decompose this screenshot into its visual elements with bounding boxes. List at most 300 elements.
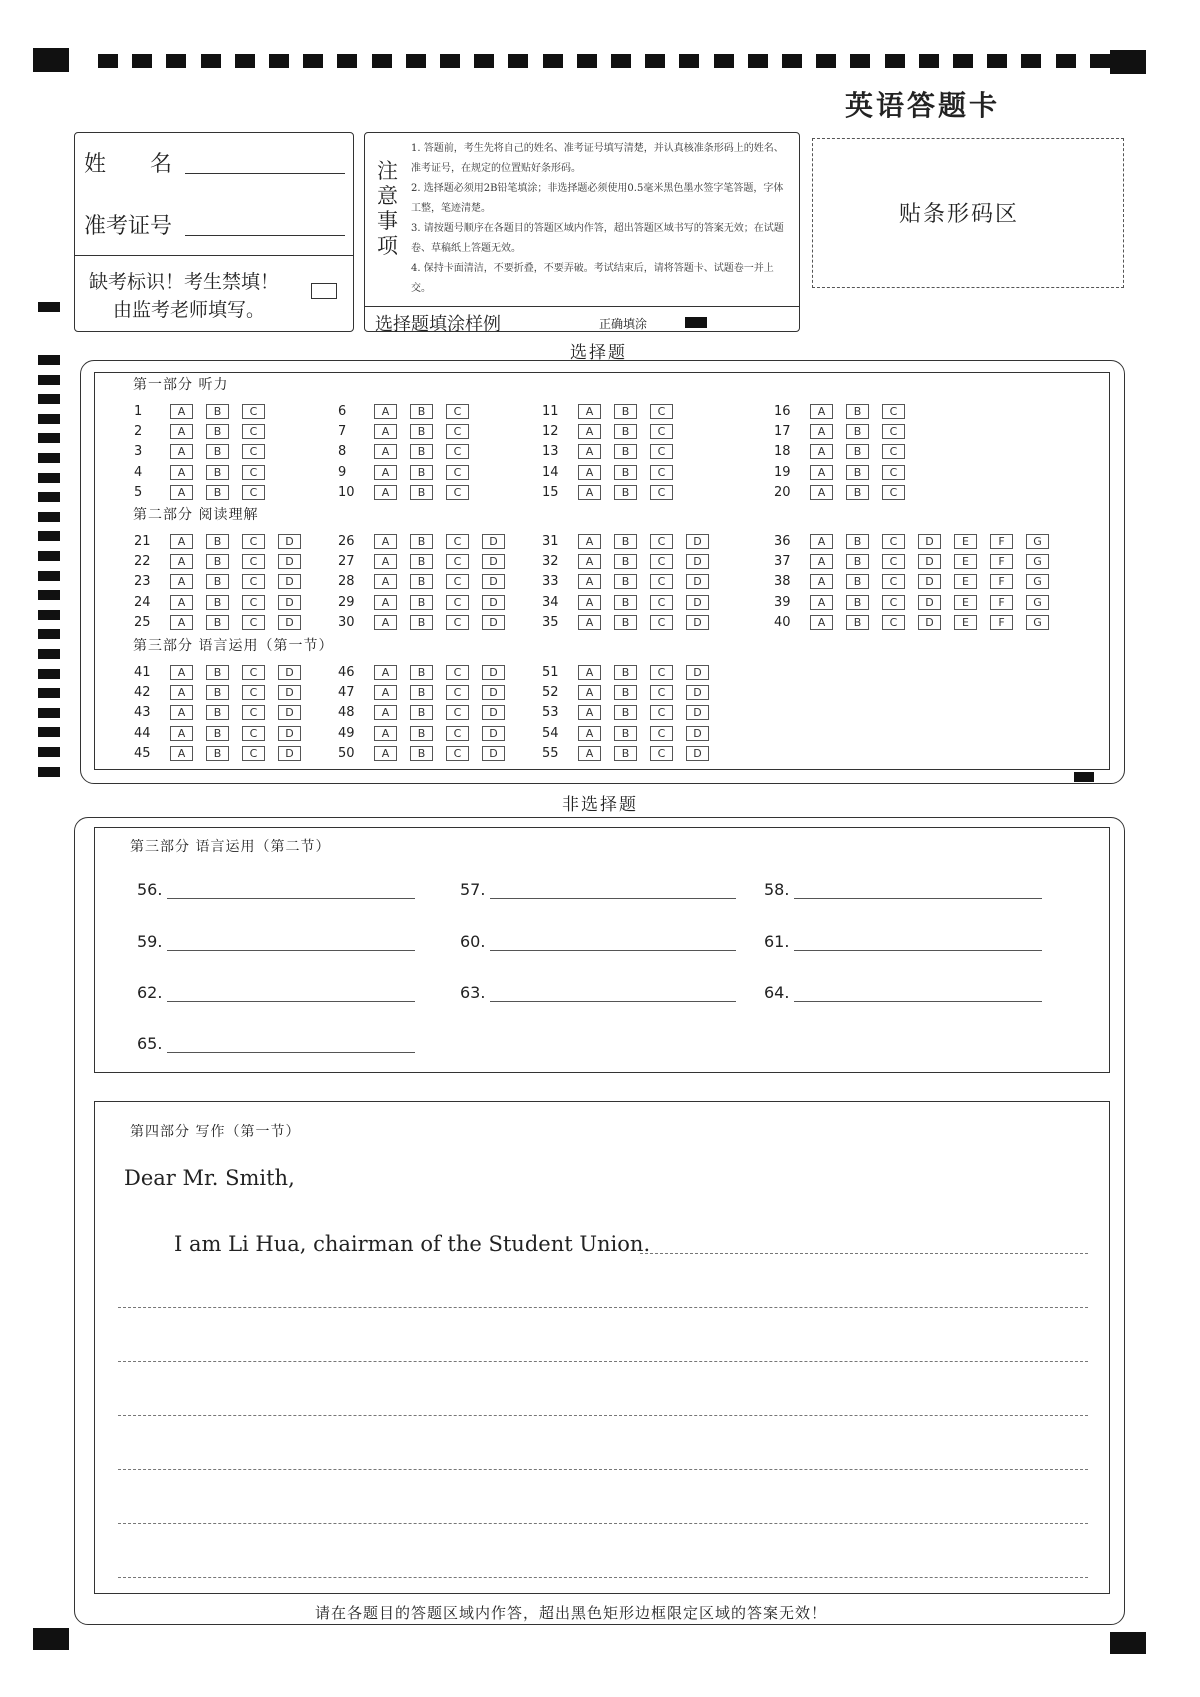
answer-bubble[interactable]: B [614,485,637,500]
question-row [134,531,314,551]
answer-bubble[interactable]: A [578,615,601,630]
answer-bubble[interactable]: C [882,554,905,569]
answer-bubble[interactable]: B [614,404,637,419]
answer-bubble[interactable]: C [882,534,905,549]
answer-bubble[interactable]: D [278,554,301,569]
answer-bubble[interactable]: D [482,574,505,589]
footer-warning: 请在各题目的答题区域内作答，超出黑色矩形边框限定区域的答案无效！ [315,1604,828,1622]
answer-bubble[interactable]: C [242,685,265,700]
part1-title: 第一部分 听力 [133,377,229,393]
answer-bubble[interactable]: A [578,534,601,549]
timing-mark [38,669,60,679]
answer-bubble[interactable]: A [374,444,397,459]
answer-bubble[interactable]: A [170,574,193,589]
blank-65[interactable]: 65. [137,1032,415,1056]
question-number: 10 [338,484,355,500]
answer-bubble[interactable]: B [206,705,229,720]
answer-bubble[interactable]: E [954,595,977,610]
question-number: 12 [542,424,559,440]
answer-bubble[interactable]: C [446,726,469,741]
answer-bubble[interactable]: B [614,595,637,610]
answer-bubble[interactable]: A [374,615,397,630]
question-row [774,592,1062,612]
answer-bubble[interactable]: B [410,726,433,741]
answer-bubble[interactable]: B [410,485,433,500]
answer-bubble[interactable]: E [954,554,977,569]
notice-item: 3. 请按题号顺序在各题目的答题区域内作答，超出答题区域书写的答案无效；在试题卷、草稿纸上答题无效。 [411,223,784,254]
question-row [134,743,314,763]
answer-bubble[interactable]: B [206,595,229,610]
answer-bubble[interactable]: E [954,574,977,589]
answer-bubble[interactable]: D [686,726,709,741]
answer-bubble[interactable]: C [446,685,469,700]
answer-bubble[interactable]: C [650,404,673,419]
answer-bubble[interactable]: C [446,424,469,439]
answer-bubble[interactable]: A [810,485,833,500]
blank-64[interactable]: 64. [764,981,1042,1005]
answer-bubble[interactable]: A [170,615,193,630]
answer-bubble[interactable]: C [650,444,673,459]
answer-bubble[interactable]: A [170,705,193,720]
answer-bubble[interactable]: A [170,554,193,569]
answer-bubble[interactable]: B [614,465,637,480]
answer-bubble[interactable]: C [882,574,905,589]
answer-bubble[interactable]: G [1026,574,1049,589]
absence-text-line2: 由监考老师填写。 [113,299,266,321]
answer-bubble[interactable]: A [810,444,833,459]
answer-bubble[interactable]: C [242,465,265,480]
answer-bubble[interactable]: A [578,424,601,439]
answer-bubble[interactable]: A [374,574,397,589]
writing-line[interactable] [118,1307,1088,1308]
answer-bubble[interactable]: D [918,595,941,610]
notice-item: 4. 保持卡面清洁，不要折叠，不要弄破。考试结束后，请将答题卡、试题卷一并上交。 [411,263,774,294]
answer-bubble[interactable]: C [242,615,265,630]
answer-bubble[interactable]: D [686,746,709,761]
question-row [542,723,722,743]
answer-bubble[interactable]: A [374,554,397,569]
timing-mark [38,492,60,502]
answer-bubble[interactable]: C [882,615,905,630]
answer-bubble[interactable]: E [954,534,977,549]
answer-bubble[interactable]: D [482,726,505,741]
answer-bubble[interactable]: A [170,424,193,439]
answer-bubble[interactable]: C [650,554,673,569]
answer-bubble[interactable]: B [206,404,229,419]
question-number: 1 [134,404,143,419]
timing-mark [38,512,60,522]
answer-bubble[interactable]: C [242,444,265,459]
answer-bubble[interactable]: G [1026,554,1049,569]
answer-bubble[interactable]: B [206,665,229,680]
answer-bubble[interactable]: B [614,685,637,700]
answer-bubble[interactable]: G [1026,615,1049,630]
answer-bubble[interactable]: F [990,534,1013,549]
answer-bubble[interactable]: B [846,595,869,610]
answer-bubble[interactable]: D [278,595,301,610]
answer-bubble[interactable]: B [614,726,637,741]
answer-bubble[interactable]: A [578,705,601,720]
answer-bubble[interactable]: C [882,404,905,419]
question-row [542,612,722,632]
answer-bubble[interactable]: C [650,465,673,480]
answer-bubble[interactable]: A [170,746,193,761]
answer-bubble[interactable]: A [578,595,601,610]
question-number: 55 [542,745,559,761]
answer-bubble[interactable]: D [918,534,941,549]
answer-bubble[interactable]: A [374,746,397,761]
answer-bubble[interactable]: A [578,465,601,480]
exam-id-field[interactable] [185,235,345,236]
answer-bubble[interactable]: D [918,554,941,569]
answer-bubble[interactable]: D [278,615,301,630]
answer-bubble[interactable]: C [650,615,673,630]
answer-bubble[interactable]: C [242,726,265,741]
answer-bubble[interactable]: A [810,595,833,610]
answer-bubble[interactable]: A [374,424,397,439]
answer-bubble[interactable]: C [446,465,469,480]
answer-bubble[interactable]: C [882,465,905,480]
answer-bubble[interactable]: D [278,746,301,761]
writing-line[interactable] [118,1523,1088,1524]
answer-bubble[interactable]: C [446,554,469,569]
writing-line[interactable] [118,1577,1088,1578]
answer-bubble[interactable]: B [410,534,433,549]
answer-bubble[interactable]: B [410,404,433,419]
answer-bubble[interactable]: A [578,665,601,680]
answer-bubble[interactable]: D [482,705,505,720]
blank-63[interactable]: 63. [460,981,736,1005]
blank-60[interactable]: 60. [460,930,736,954]
answer-bubble[interactable]: C [446,574,469,589]
question-number: 34 [542,594,559,610]
answer-bubble[interactable]: E [954,615,977,630]
answer-bubble[interactable]: C [242,534,265,549]
answer-bubble[interactable]: G [1026,595,1049,610]
answer-bubble[interactable]: A [578,726,601,741]
answer-bubble[interactable]: C [242,574,265,589]
answer-bubble[interactable]: D [278,574,301,589]
answer-bubble[interactable]: F [990,595,1013,610]
answer-bubble[interactable]: C [650,746,673,761]
answer-bubble[interactable]: B [614,424,637,439]
answer-bubble[interactable]: A [578,444,601,459]
question-number: 15 [542,484,559,500]
question-row [542,462,686,482]
answer-bubble[interactable]: C [242,665,265,680]
answer-bubble[interactable]: A [578,404,601,419]
answer-bubble[interactable]: C [446,595,469,610]
barcode-area [812,138,1124,288]
answer-bubble[interactable]: C [242,424,265,439]
question-row [542,592,722,612]
answer-bubble[interactable]: B [410,424,433,439]
answer-bubble[interactable]: B [410,746,433,761]
answer-bubble[interactable]: B [206,574,229,589]
answer-bubble[interactable]: D [482,665,505,680]
answer-bubble[interactable]: A [810,465,833,480]
answer-bubble[interactable]: C [882,595,905,610]
answer-bubble[interactable]: D [482,615,505,630]
answer-bubble[interactable]: F [990,574,1013,589]
corner-mark-bottom-right [1110,1632,1146,1654]
timing-mark [38,629,60,639]
notice-item: 1. 答题前，考生先将自己的姓名、准考证号填写清楚，并认真核准条形码上的姓名、准考证号，在规定的位置贴好条形码。 [411,143,784,174]
answer-bubble[interactable]: C [650,665,673,680]
answer-bubble[interactable]: B [614,554,637,569]
timing-mark [337,54,357,68]
answer-bubble[interactable]: D [686,705,709,720]
answer-bubble[interactable]: A [374,595,397,610]
writing-line[interactable] [118,1415,1088,1416]
answer-bubble[interactable]: C [242,554,265,569]
answer-bubble[interactable]: C [882,424,905,439]
answer-bubble[interactable]: B [206,726,229,741]
answer-bubble[interactable]: D [278,726,301,741]
writing-line[interactable] [640,1253,1088,1254]
question-row [542,421,686,441]
answer-bubble[interactable]: C [446,615,469,630]
answer-bubble[interactable]: A [578,485,601,500]
timing-mark [38,531,60,541]
answer-bubble[interactable]: B [846,485,869,500]
answer-bubble[interactable]: A [170,685,193,700]
answer-bubble[interactable]: B [410,705,433,720]
question-row [542,702,722,722]
question-number: 21 [134,534,151,549]
answer-bubble[interactable]: D [482,534,505,549]
answer-bubble[interactable]: D [686,574,709,589]
answer-bubble[interactable]: F [990,554,1013,569]
question-row [134,462,278,482]
answer-bubble[interactable]: B [206,534,229,549]
answer-bubble[interactable]: B [410,665,433,680]
answer-bubble[interactable]: C [882,444,905,459]
answer-bubble[interactable]: A [374,726,397,741]
answer-bubble[interactable]: D [482,554,505,569]
answer-bubble[interactable]: D [482,685,505,700]
timing-mark [1056,54,1076,68]
timing-mark [38,414,60,424]
answer-bubble[interactable]: D [278,705,301,720]
answer-bubble[interactable]: A [374,705,397,720]
answer-bubble[interactable]: C [446,665,469,680]
answer-bubble[interactable]: B [206,554,229,569]
timing-mark [38,590,60,600]
answer-bubble[interactable]: B [614,444,637,459]
answer-bubble[interactable]: A [374,685,397,700]
answer-bubble[interactable]: A [170,465,193,480]
question-row [774,551,1062,571]
writing-line[interactable] [118,1469,1088,1470]
choice-heading: 选择题 [570,343,627,363]
answer-bubble[interactable]: C [650,534,673,549]
answer-bubble[interactable]: A [374,465,397,480]
corner-mark-top-left [33,48,69,72]
answer-bubble[interactable]: A [578,746,601,761]
question-number: 14 [542,464,559,480]
absence-checkbox[interactable] [311,283,337,299]
answer-bubble[interactable]: C [650,424,673,439]
answer-bubble[interactable]: C [882,485,905,500]
answer-bubble[interactable]: C [242,705,265,720]
writing-line[interactable] [118,1361,1088,1362]
answer-bubble[interactable]: D [686,595,709,610]
answer-bubble[interactable]: A [810,424,833,439]
blank-57[interactable]: 57. [460,878,736,902]
answer-bubble[interactable]: C [446,746,469,761]
answer-bubble[interactable]: A [374,404,397,419]
timing-mark [714,54,734,68]
question-row [134,421,278,441]
answer-bubble[interactable]: D [686,615,709,630]
answer-bubble[interactable]: F [990,615,1013,630]
timing-mark [38,571,60,581]
answer-bubble[interactable]: C [242,746,265,761]
answer-bubble[interactable]: C [446,485,469,500]
answer-bubble[interactable]: B [410,685,433,700]
answer-bubble[interactable]: B [846,554,869,569]
question-row [542,401,686,421]
answer-bubble[interactable]: A [810,574,833,589]
answer-bubble[interactable]: D [482,746,505,761]
answer-bubble[interactable]: B [410,444,433,459]
answer-bubble[interactable]: C [446,705,469,720]
sample-label: 选择题填涂样例 [375,314,501,335]
answer-bubble[interactable]: B [846,615,869,630]
blank-62[interactable]: 62. [137,981,415,1005]
answer-bubble[interactable]: D [686,665,709,680]
answer-bubble[interactable]: B [846,534,869,549]
answer-bubble[interactable]: B [614,705,637,720]
blank-61[interactable]: 61. [764,930,1042,954]
question-row [338,592,518,612]
answer-bubble[interactable]: A [578,554,601,569]
question-number: 50 [338,745,355,761]
answer-bubble[interactable]: C [650,574,673,589]
answer-bubble[interactable]: C [446,534,469,549]
answer-bubble[interactable]: B [206,485,229,500]
answer-bubble[interactable]: A [170,726,193,741]
absence-text-line1: 缺考标识！考生禁填！ [89,271,280,293]
answer-bubble[interactable]: D [686,554,709,569]
question-row [774,571,1062,591]
answer-bubble[interactable]: D [482,595,505,610]
answer-bubble[interactable]: B [410,595,433,610]
answer-bubble[interactable]: C [446,444,469,459]
corner-mark-bottom-left [33,1628,69,1650]
question-number: 22 [134,554,151,570]
answer-bubble[interactable]: C [446,404,469,419]
answer-bubble[interactable]: C [650,726,673,741]
answer-bubble[interactable]: A [810,534,833,549]
question-number: 2 [134,424,143,440]
answer-bubble[interactable]: B [614,534,637,549]
answer-bubble[interactable]: B [614,665,637,680]
answer-bubble[interactable]: A [170,485,193,500]
timing-mark [38,610,60,620]
blank-58[interactable]: 58. [764,878,1042,902]
answer-bubble[interactable]: B [846,444,869,459]
timing-mark [38,551,60,561]
answer-bubble[interactable]: G [1026,534,1049,549]
question-row [774,462,918,482]
answer-bubble[interactable]: C [242,595,265,610]
question-number: 6 [338,404,347,419]
answer-bubble[interactable]: B [410,615,433,630]
answer-bubble[interactable]: A [810,615,833,630]
answer-bubble[interactable]: B [206,615,229,630]
answer-bubble[interactable]: B [846,404,869,419]
question-row [338,571,518,591]
answer-bubble[interactable]: A [374,485,397,500]
answer-bubble[interactable]: C [650,705,673,720]
timing-mark [38,394,60,404]
name-field[interactable] [185,173,345,174]
answer-bubble[interactable]: B [614,574,637,589]
timing-mark [38,375,60,385]
answer-bubble[interactable]: C [242,404,265,419]
answer-bubble[interactable]: A [170,404,193,419]
answer-bubble[interactable]: D [686,534,709,549]
answer-bubble[interactable]: A [170,595,193,610]
answer-bubble[interactable]: B [206,444,229,459]
answer-bubble[interactable]: C [650,685,673,700]
answer-bubble[interactable]: A [578,574,601,589]
answer-bubble[interactable]: B [206,465,229,480]
answer-bubble[interactable]: C [242,485,265,500]
nonchoice-heading: 非选择题 [562,795,638,815]
answer-bubble[interactable]: D [918,615,941,630]
answer-bubble[interactable]: A [810,404,833,419]
answer-bubble[interactable]: B [206,746,229,761]
answer-bubble[interactable]: B [206,685,229,700]
timing-mark [816,54,836,68]
answer-bubble[interactable]: B [846,574,869,589]
answer-bubble[interactable]: B [614,615,637,630]
answer-bubble[interactable]: D [278,534,301,549]
question-number: 35 [542,614,559,630]
answer-bubble[interactable]: C [650,595,673,610]
blank-59[interactable]: 59. [137,930,415,954]
answer-bubble[interactable]: B [846,465,869,480]
question-row [338,743,518,763]
question-number: 3 [134,444,143,460]
answer-bubble[interactable]: D [278,665,301,680]
answer-bubble[interactable]: D [278,685,301,700]
answer-bubble[interactable]: B [410,465,433,480]
question-number: 42 [134,685,151,701]
answer-bubble[interactable]: A [170,534,193,549]
answer-bubble[interactable]: B [614,746,637,761]
timing-mark [38,302,60,312]
answer-bubble[interactable]: D [686,685,709,700]
answer-bubble[interactable]: A [170,444,193,459]
answer-bubble[interactable]: A [810,554,833,569]
answer-bubble[interactable]: A [374,534,397,549]
answer-bubble[interactable]: A [374,665,397,680]
answer-bubble[interactable]: B [846,424,869,439]
blank-56[interactable]: 56. [137,878,415,902]
answer-bubble[interactable]: B [410,554,433,569]
answer-bubble[interactable]: A [578,685,601,700]
answer-bubble[interactable]: B [410,574,433,589]
answer-bubble[interactable]: D [918,574,941,589]
answer-bubble[interactable]: A [170,665,193,680]
answer-bubble[interactable]: B [206,424,229,439]
timing-mark [38,727,60,737]
answer-bubble[interactable]: C [650,485,673,500]
